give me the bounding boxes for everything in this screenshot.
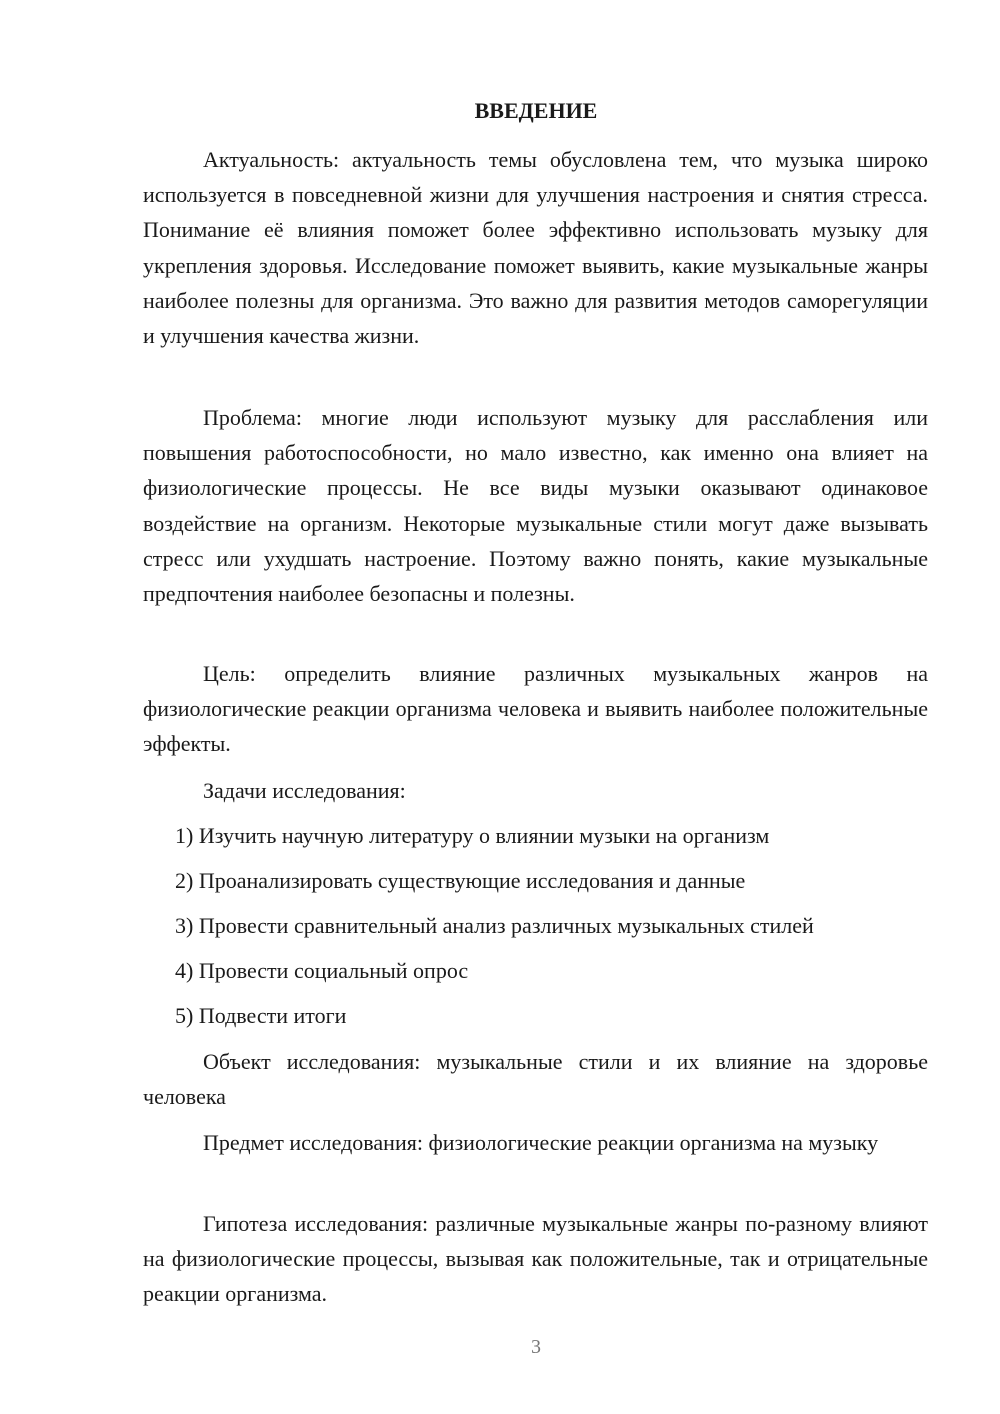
hypothesis-paragraph: Гипотеза исследования: различные музыкальные жанры по-разному влияют на физиологические процессы, вызывая как положительные, так и отрицательные реакции организма. — [143, 1211, 928, 1307]
page-number: 3 — [531, 1336, 541, 1358]
list-item: 5) Подвести итоги — [175, 1003, 347, 1028]
subject-paragraph: Предмет исследования: физиологические реакции организма на музыку — [203, 1130, 879, 1155]
list-item: 2) Проанализировать существующие исследования и данные — [175, 868, 746, 893]
list-item: 3) Провести сравнительный анализ различных музыкальных стилей — [175, 913, 814, 938]
goal-paragraph: Цель: определить влияние различных музыкальных жанров на физиологические реакции организма человека и выявить наиболее положительные эффекты. — [143, 661, 928, 757]
relevance-paragraph: Актуальность: актуальность темы обусловлена тем, что музыка широко используется в повседневной жизни для улучшения настроения и снятия стресса. Понимание её влияния поможет более эффективно использовать музыку для укрепления здоровья. Исследование поможет выявить, какие музыкальные жанры наиболее полезны для организма. Это важно для развития методов саморегуляции и улучшения качества жизни. — [143, 147, 928, 349]
list-item: 1) Изучить научную литературу о влиянии музыки на организм — [175, 823, 770, 848]
problem-paragraph: Проблема: многие люди используют музыку для расслабления или повышения работоспособности, но мало известно, как именно она влияет на физиологические процессы. Не все виды музыки оказывают одинаковое воздействие на организм. Некоторые музыкальные стили могут даже вызывать стресс или ухудшать настроение. Поэтому важно понять, какие музыкальные предпочтения наиболее безопасны и полезны. — [143, 405, 928, 607]
tasks-heading: Задачи исследования: — [203, 778, 406, 803]
list-item: 4) Провести социальный опрос — [175, 958, 469, 983]
section-heading: ВВЕДЕНИЕ — [474, 98, 598, 123]
object-paragraph: Объект исследования: музыкальные стили и их влияние на здоровье человека — [143, 1049, 928, 1110]
